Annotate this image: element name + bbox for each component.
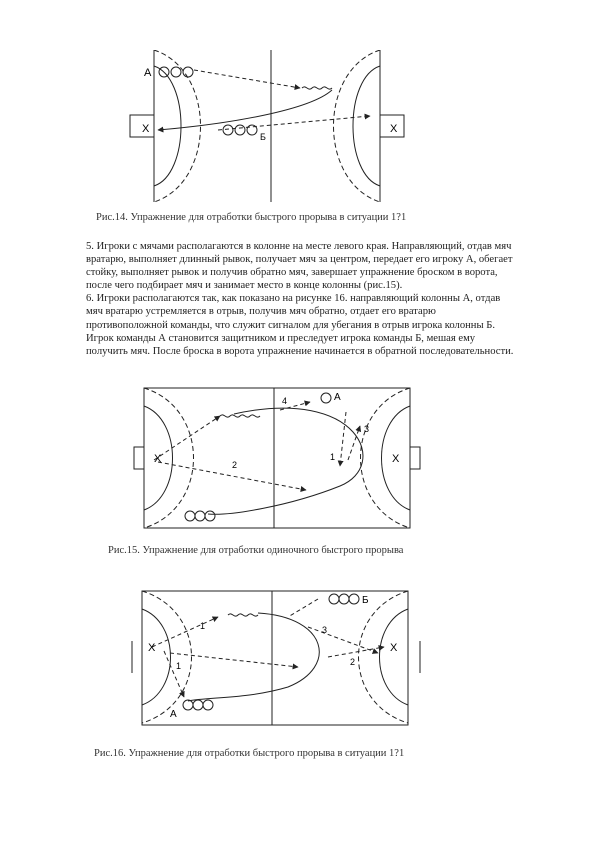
player-b1 <box>223 125 233 135</box>
figure-16-caption: Рис.16. Упражнение для отработки быстрого прорыва в ситуации 1?1 <box>94 748 405 759</box>
run-1b <box>164 651 184 697</box>
goalkeeper-left-mark: X <box>154 453 162 465</box>
goalkeeper-right-mark: X <box>390 642 398 654</box>
player-a1 <box>183 700 193 710</box>
step-2-label: 2 <box>232 460 238 470</box>
team-b-label: Б <box>362 595 369 606</box>
court-border <box>144 388 410 528</box>
run-arrow <box>194 70 300 88</box>
figure-15-diagram <box>130 386 422 530</box>
paragraph-5: 5. Игроки с мячами располагаются в колонне на месте левого края. Направляющий, отдав мяч вратарю, выполняет длинный рывок, получает мяч за центром, передает его игроку А, обегает стойку, выполняет рывок и получив обратно мяч, завершает упражнение броском в ворота, после чего подбирает мяч и занимает место в конце колонны (рис.15). <box>86 241 513 292</box>
right-9m-line <box>361 388 411 528</box>
player-b3 <box>349 594 359 604</box>
player-a2 <box>171 67 181 77</box>
pass-1 <box>152 617 218 647</box>
player-b2 <box>339 594 349 604</box>
step-3-label: 3 <box>322 625 328 635</box>
right-goal <box>410 447 420 469</box>
step-1b-label: 1 <box>176 661 182 671</box>
player-a2 <box>195 511 205 521</box>
team-a-label: А <box>170 709 177 720</box>
right-6m-line <box>380 609 409 705</box>
player-a-marker <box>321 393 331 403</box>
player-b1 <box>329 594 339 604</box>
team-a-label: А <box>334 392 341 403</box>
dribble-line <box>228 614 258 616</box>
goalkeeper-right-mark: X <box>390 123 398 135</box>
paragraph-6: 6. Игроки располагаются так, как показано на рисунке 16. направляющий колонны А, отдав мяч вратарю устремляется в отрыв, получив мяч обратно, отдает его вратарю противоположной команды, что служит сигналом для убегания в отрыв игрока колонны Б. Игрок команды А становится защитником и преследует игрока команды Б, мешая ему получить мяч. После броска в ворота упражнение начинается в обратной последовательности. <box>86 293 514 357</box>
player-a3 <box>203 700 213 710</box>
step-3-label: 3 <box>364 424 370 434</box>
step-1-label: 1 <box>330 452 336 462</box>
figure-16-diagram <box>128 587 426 729</box>
return-run <box>218 116 370 130</box>
right-6m-line <box>353 66 380 186</box>
goalkeeper-left-mark: X <box>148 642 156 654</box>
player-a2 <box>193 700 203 710</box>
pass-arrow <box>158 90 332 130</box>
column-b-start <box>288 599 318 617</box>
team-b-label: Б <box>260 132 266 142</box>
player-b2 <box>235 125 245 135</box>
pass-long <box>170 653 298 667</box>
pass-3 <box>308 627 378 653</box>
left-goal <box>134 447 144 469</box>
goalkeeper-left-mark: X <box>142 123 150 135</box>
left-6m-line <box>142 609 171 705</box>
player-a3 <box>205 511 215 521</box>
step-4-label: 4 <box>282 396 288 406</box>
left-9m-line <box>142 591 192 723</box>
court-border <box>142 591 408 725</box>
step-2-label: 2 <box>350 657 356 667</box>
dribble-line <box>302 87 332 89</box>
team-a-label: А <box>144 67 152 79</box>
figure-15-caption: Рис.15. Упражнение для отработки одиночного быстрого прорыва <box>108 545 404 556</box>
dribble-line <box>220 415 260 417</box>
figure-14-caption: Рис.14. Упражнение для отработки быстрого прорыва в ситуации 1?1 <box>96 212 407 223</box>
left-9m-line <box>144 388 194 528</box>
right-9m-line <box>359 591 409 723</box>
exercise-description <box>86 240 518 358</box>
right-9m-line <box>334 50 381 202</box>
step-1-label: 1 <box>200 621 206 631</box>
goalkeeper-right-mark: X <box>392 453 400 465</box>
left-6m-line <box>154 66 181 186</box>
pass-3 <box>340 412 346 466</box>
player-a1 <box>185 511 195 521</box>
player-a3 <box>183 67 193 77</box>
pass-1 <box>348 426 360 460</box>
figure-14-diagram <box>120 50 430 202</box>
player-b3 <box>247 125 257 135</box>
